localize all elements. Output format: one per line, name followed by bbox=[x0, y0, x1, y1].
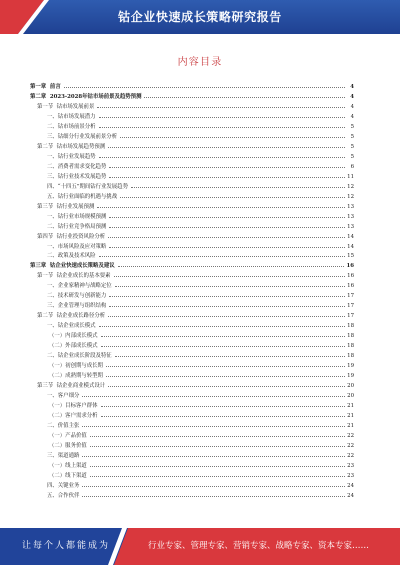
toc-entry bbox=[30, 282, 354, 292]
toc-entry bbox=[30, 123, 354, 133]
toc-page-number: 23 bbox=[347, 472, 354, 479]
toc-dot-leader bbox=[144, 97, 345, 98]
toc-page-number: 14 bbox=[347, 243, 354, 250]
toc-entry-title: （一）初创期与成长期 bbox=[49, 363, 103, 370]
toc-entry bbox=[30, 163, 354, 173]
toc-entry-title: 第一节 钴企业成长的基本要素 bbox=[37, 273, 111, 280]
toc-dot-leader bbox=[82, 396, 345, 397]
toc-page-number: 12 bbox=[347, 183, 354, 190]
toc-entry-title: 四、“十四五”期间钴行业发展趋势 bbox=[47, 183, 128, 190]
toc-entry-title: 第四节 钴行业投资风险分析 bbox=[37, 233, 106, 240]
toc-entry bbox=[30, 432, 354, 442]
toc-dot-leader bbox=[109, 227, 345, 228]
toc-entry bbox=[30, 452, 354, 462]
toc-entry bbox=[30, 153, 354, 163]
toc-dot-leader bbox=[90, 476, 345, 477]
toc-entry-title: 第三节 钴企业商业模式设计 bbox=[37, 383, 106, 390]
toc-page-number: 4 bbox=[350, 93, 354, 100]
toc-entry-title: 二、钴市场前景分析 bbox=[47, 123, 96, 130]
toc-page-number: 14 bbox=[347, 233, 354, 240]
toc-entry bbox=[30, 332, 354, 342]
toc-dot-leader bbox=[118, 266, 345, 267]
toc-entry bbox=[30, 472, 354, 482]
toc-dot-leader bbox=[109, 167, 345, 168]
toc-entry bbox=[30, 223, 354, 233]
toc-entry-title: 第三节 钴行业发展预测 bbox=[37, 203, 95, 210]
toc-dot-leader bbox=[82, 496, 345, 497]
toc-entry-title: 第一节 钴市场发展前景 bbox=[37, 103, 95, 110]
toc-page-number: 16 bbox=[347, 273, 354, 280]
toc-entry-title: 二、钴行业竞争格局预测 bbox=[47, 223, 107, 230]
toc-entry-title: （一）产品价值 bbox=[49, 432, 87, 439]
toc-entry-title: 第二章 2023-2028年钴市场前景及趋势预测 bbox=[30, 93, 142, 100]
toc-entry-title: （二）线下渠道 bbox=[49, 472, 87, 479]
toc-entry bbox=[30, 213, 354, 223]
toc-dot-leader bbox=[109, 247, 345, 248]
toc-entry bbox=[30, 322, 354, 332]
toc-page-number: 18 bbox=[347, 333, 354, 340]
report-header bbox=[0, 0, 400, 34]
toc-entry bbox=[30, 372, 354, 382]
toc-dot-leader bbox=[99, 117, 345, 118]
toc-entry-title: 一、钴市场发展潜力 bbox=[47, 113, 96, 120]
toc-entry-title: （二）服务价值 bbox=[49, 442, 87, 449]
footer-banner bbox=[0, 528, 400, 565]
toc-dot-leader bbox=[115, 286, 345, 287]
toc-page-number: 20 bbox=[347, 383, 354, 390]
toc-entry-title: 一、钴行业发展趋势 bbox=[47, 153, 96, 160]
toc-entry-title: 一、客户细分 bbox=[47, 393, 80, 400]
footer-slogan-lead: 让每个人都能成为 bbox=[22, 541, 111, 551]
toc-entry-title: （二）外部成长模式 bbox=[49, 343, 98, 350]
toc-page-number: 21 bbox=[347, 412, 354, 419]
toc-page-number: 18 bbox=[347, 353, 354, 360]
toc-entry-title: 二、价值主张 bbox=[47, 422, 80, 429]
toc-entry bbox=[30, 183, 354, 193]
toc-entry-title: 五、钴行业面临的机遇与挑战 bbox=[47, 193, 118, 200]
toc-entry bbox=[30, 342, 354, 352]
toc-page-number: 22 bbox=[347, 432, 354, 439]
toc-entry-title: （一）内部成长模式 bbox=[49, 333, 98, 340]
toc-page-number: 15 bbox=[347, 253, 354, 260]
toc-page-number: 16 bbox=[346, 263, 354, 270]
toc-dot-leader bbox=[120, 137, 345, 138]
toc-dot-leader bbox=[101, 416, 345, 417]
toc-page-number: 13 bbox=[347, 223, 354, 230]
toc-dot-leader bbox=[101, 346, 345, 347]
toc-chapter-entry bbox=[30, 93, 354, 103]
toc-entry-title: 四、关键业务 bbox=[47, 482, 80, 489]
toc-page-number: 17 bbox=[347, 313, 354, 320]
toc-dot-leader bbox=[108, 237, 345, 238]
toc-entry-title: （二）客户需求分析 bbox=[49, 412, 98, 419]
toc-page-number: 18 bbox=[347, 323, 354, 330]
toc-page-number: 21 bbox=[347, 422, 354, 429]
toc-entry-title: 五、合作伙伴 bbox=[47, 492, 80, 499]
toc-dot-leader bbox=[97, 107, 345, 108]
toc-entry bbox=[30, 302, 354, 312]
toc-page-number: 18 bbox=[347, 343, 354, 350]
toc-entry bbox=[30, 402, 354, 412]
toc-entry bbox=[30, 462, 354, 472]
toc-page-number: 19 bbox=[347, 363, 354, 370]
toc-entry bbox=[30, 193, 354, 203]
toc-page-number: 12 bbox=[347, 193, 354, 200]
footer-slogan-roles: 行业专家、管理专家、营销专家、战略专家、资本专家…… bbox=[148, 541, 370, 551]
toc-dot-leader bbox=[108, 147, 345, 148]
toc-dot-leader bbox=[109, 177, 345, 178]
toc-entry-title: 第二节 钴市场发展趋势预测 bbox=[37, 143, 106, 150]
toc-entry-title: 第二节 钴企业成长路径分析 bbox=[37, 313, 106, 320]
toc-entry-title: 三、企业管理与组织结构 bbox=[47, 303, 107, 310]
toc-dot-leader bbox=[108, 316, 345, 317]
toc-dot-leader bbox=[82, 426, 345, 427]
toc-entry bbox=[30, 362, 354, 372]
toc-page-number: 17 bbox=[347, 303, 354, 310]
toc-dot-leader bbox=[99, 256, 345, 257]
toc-section-entry bbox=[30, 233, 354, 243]
toc-section-entry bbox=[30, 272, 354, 282]
toc-page-number: 5 bbox=[350, 153, 354, 160]
toc-dot-leader bbox=[115, 356, 345, 357]
toc-dot-leader bbox=[99, 127, 345, 128]
toc-page-number: 17 bbox=[347, 293, 354, 300]
toc-dot-leader bbox=[109, 217, 345, 218]
toc-entry-title: 三、钴细分行业发展前景分析 bbox=[47, 133, 118, 140]
toc-entry-title: （一）目标客户群体 bbox=[49, 403, 98, 409]
toc-section-entry bbox=[30, 103, 354, 113]
toc-dot-leader bbox=[109, 306, 345, 307]
toc-dot-leader bbox=[90, 446, 345, 447]
toc-page-number: 13 bbox=[347, 213, 354, 220]
toc-dot-leader bbox=[82, 456, 345, 457]
toc-dot-leader bbox=[120, 197, 345, 198]
toc-page-number: 5 bbox=[350, 123, 354, 130]
toc-section-entry bbox=[30, 382, 354, 392]
toc-page-number: 5 bbox=[350, 133, 354, 140]
toc-entry-title: 一、钴行业市场规模预测 bbox=[47, 213, 107, 220]
toc-entry bbox=[30, 492, 354, 502]
toc-entry bbox=[30, 173, 354, 183]
toc-page-number: 6 bbox=[350, 163, 354, 170]
toc-entry-title: （二）成熟期与转型期 bbox=[49, 373, 103, 380]
toc-entry bbox=[30, 482, 354, 492]
toc-chapter-entry bbox=[30, 262, 354, 272]
toc-dot-leader bbox=[90, 466, 345, 467]
toc-entry-title: 一、企业家精神与战略定位 bbox=[47, 283, 112, 290]
toc-entry-title: 二、钴企业成长阶段及特征 bbox=[47, 353, 112, 360]
toc-dot-leader bbox=[99, 157, 345, 158]
toc-section-entry bbox=[30, 203, 354, 213]
toc-entry bbox=[30, 243, 354, 253]
toc-dot-leader bbox=[101, 336, 345, 337]
toc-page-number: 22 bbox=[347, 442, 354, 449]
toc-page-number: 4 bbox=[350, 103, 354, 110]
toc-page-number: 13 bbox=[347, 203, 354, 210]
toc-entry-title: 第一章 前言 bbox=[30, 84, 61, 90]
toc-dot-leader bbox=[114, 276, 345, 277]
toc-section-entry bbox=[30, 143, 354, 153]
toc-entry bbox=[30, 252, 354, 262]
toc-page-number: 19 bbox=[347, 373, 354, 380]
toc-entry-title: 一、市场风险及应对策略 bbox=[47, 243, 107, 250]
toc-entry-title: 三、渠道通路 bbox=[47, 452, 80, 459]
toc-dot-leader bbox=[90, 436, 345, 437]
toc-entry-title: 一、钴企业成长模式 bbox=[47, 323, 96, 330]
toc-entry-title: 三、钴行业技术发展趋势 bbox=[47, 173, 107, 180]
toc-page-number: 16 bbox=[347, 283, 354, 290]
toc-page-number: 23 bbox=[347, 462, 354, 469]
toc-section-entry bbox=[30, 312, 354, 322]
toc-dot-leader bbox=[82, 486, 345, 487]
toc-dot-leader bbox=[97, 207, 345, 208]
toc-entry bbox=[30, 392, 354, 402]
toc-page-number: 5 bbox=[350, 143, 354, 150]
toc-page-number: 11 bbox=[347, 173, 354, 180]
toc-entry-title: 二、政策及技术风险 bbox=[47, 253, 96, 260]
toc-entry-title: （一）线上渠道 bbox=[49, 462, 87, 469]
toc-entry bbox=[30, 113, 354, 123]
table-of-contents bbox=[30, 83, 354, 502]
toc-dot-leader bbox=[101, 406, 345, 407]
toc-entry-title: 第三章 钴企业快速成长策略及建议 bbox=[30, 263, 115, 270]
report-title: 钴企业快速成长策略研究报告 bbox=[118, 10, 282, 24]
toc-dot-leader bbox=[106, 366, 345, 367]
toc-page-number: 4 bbox=[350, 113, 354, 120]
toc-entry-title: 二、技术研发与创新能力 bbox=[47, 293, 107, 300]
toc-entry bbox=[30, 352, 354, 362]
toc-entry-title: 二、消费者需求变化趋势 bbox=[47, 163, 107, 170]
toc-page-number: 4 bbox=[350, 84, 354, 90]
toc-dot-leader bbox=[131, 187, 345, 188]
toc-dot-leader bbox=[109, 296, 345, 297]
toc-page-number: 24 bbox=[347, 482, 354, 489]
toc-page-number: 21 bbox=[347, 403, 354, 409]
toc-entry bbox=[30, 412, 354, 422]
toc-page-number: 20 bbox=[347, 393, 354, 400]
toc-dot-leader bbox=[108, 386, 345, 387]
toc-entry bbox=[30, 442, 354, 452]
toc-dot-leader bbox=[99, 326, 345, 327]
toc-dot-leader bbox=[106, 376, 345, 377]
toc-entry bbox=[30, 422, 354, 432]
toc-page-number: 22 bbox=[347, 452, 354, 459]
toc-heading: 内容目录 bbox=[177, 57, 223, 68]
toc-entry bbox=[30, 133, 354, 143]
toc-dot-leader bbox=[64, 87, 345, 88]
toc-page-number: 24 bbox=[347, 492, 354, 499]
toc-chapter-entry bbox=[30, 83, 354, 93]
toc-entry bbox=[30, 292, 354, 302]
